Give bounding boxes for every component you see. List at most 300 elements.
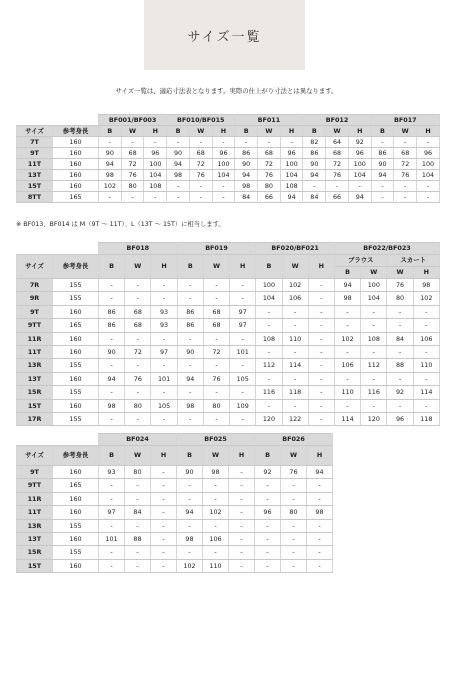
table-cell: 108 xyxy=(361,332,387,345)
table-cell: 76 xyxy=(326,170,349,181)
table-cell: - xyxy=(203,479,229,492)
table-row xyxy=(17,372,440,385)
table-cell: 76 xyxy=(189,170,212,181)
table-row xyxy=(17,546,333,559)
table-cell: 94 xyxy=(177,506,203,519)
table-cell: 93 xyxy=(151,319,177,332)
measure-header: W xyxy=(203,446,229,466)
table-cell: - xyxy=(151,292,177,305)
size-table-2 xyxy=(16,242,440,426)
table-cell: 72 xyxy=(394,159,417,170)
table-cell: - xyxy=(308,305,334,318)
table-cell: 94 xyxy=(334,279,360,292)
table-cell: 165 xyxy=(53,192,99,203)
table-cell: - xyxy=(203,279,229,292)
table-cell: 98 xyxy=(203,466,229,479)
table-cell: - xyxy=(361,319,387,332)
measure-header: B xyxy=(99,126,122,137)
table-cell: - xyxy=(307,479,333,492)
table-cell: - xyxy=(144,192,167,203)
table-cell: 96 xyxy=(417,148,440,159)
table-cell: - xyxy=(151,332,177,345)
measure-header: B xyxy=(256,255,282,279)
table-cell: - xyxy=(151,386,177,399)
table-cell: 76 xyxy=(394,170,417,181)
table-cell: 68 xyxy=(326,148,349,159)
size-cell: 15R xyxy=(17,546,53,559)
table-cell: 76 xyxy=(281,466,307,479)
table-cell: 98 xyxy=(99,399,125,412)
table-cell: - xyxy=(229,466,255,479)
table-cell: 160 xyxy=(53,181,99,192)
table-cell: 68 xyxy=(258,148,281,159)
measure-header: B xyxy=(177,446,203,466)
measure-header: H xyxy=(348,126,371,137)
table-cell: - xyxy=(334,345,360,358)
table-cell: - xyxy=(281,532,307,545)
table-cell: 100 xyxy=(212,159,235,170)
table-cell: - xyxy=(282,399,308,412)
table-cell: 68 xyxy=(203,319,229,332)
table-cell: 98 xyxy=(235,181,258,192)
table-cell: - xyxy=(203,519,229,532)
table-cell: 104 xyxy=(144,170,167,181)
table-cell: 110 xyxy=(203,559,229,572)
table-cell: - xyxy=(125,386,151,399)
table-cell: - xyxy=(177,386,203,399)
table-cell: 100 xyxy=(144,159,167,170)
table-cell: - xyxy=(255,492,281,505)
table-cell: 94 xyxy=(348,192,371,203)
size-cell: 13T xyxy=(17,532,53,545)
table-cell: 84 xyxy=(235,192,258,203)
table-cell: 106 xyxy=(334,359,360,372)
measure-header: B xyxy=(334,267,360,279)
table-cell: - xyxy=(229,546,255,559)
table-cell: 90 xyxy=(99,345,125,358)
table-header-row xyxy=(17,115,440,126)
table-cell: - xyxy=(281,519,307,532)
table-cell: 68 xyxy=(125,319,151,332)
table-cell: - xyxy=(394,181,417,192)
table-cell: 160 xyxy=(53,399,99,412)
table-cell: - xyxy=(203,332,229,345)
size-cell: 17R xyxy=(17,412,53,425)
table-cell: - xyxy=(326,181,349,192)
table-cell: 108 xyxy=(256,332,282,345)
table-cell: - xyxy=(125,292,151,305)
table-cell: 112 xyxy=(256,359,282,372)
table-cell: - xyxy=(308,292,334,305)
table-cell: 160 xyxy=(53,305,99,318)
table-cell: 104 xyxy=(212,170,235,181)
table-cell: - xyxy=(229,559,255,572)
table-cell: - xyxy=(99,492,125,505)
table-cell: - xyxy=(361,372,387,385)
group-header: BF024 xyxy=(99,434,177,446)
table-cell: 114 xyxy=(413,386,439,399)
table-cell: - xyxy=(125,279,151,292)
table-cell: 108 xyxy=(280,181,303,192)
table-cell: 100 xyxy=(348,159,371,170)
group-header: BF022/BF023 xyxy=(334,243,439,255)
table-cell: - xyxy=(280,137,303,148)
table-cell: 100 xyxy=(361,279,387,292)
table-cell: 106 xyxy=(413,332,439,345)
table-cell: - xyxy=(281,492,307,505)
table-cell: - xyxy=(387,399,413,412)
table-cell: 114 xyxy=(282,359,308,372)
table-cell: - xyxy=(230,412,256,425)
table-cell: - xyxy=(203,292,229,305)
table-cell: 118 xyxy=(413,412,439,425)
table-cell: - xyxy=(99,359,125,372)
table-cell: - xyxy=(229,479,255,492)
table-cell: 80 xyxy=(387,292,413,305)
table-cell: 155 xyxy=(53,386,99,399)
table-cell: 110 xyxy=(282,332,308,345)
table-cell: - xyxy=(230,279,256,292)
table-cell: - xyxy=(99,546,125,559)
table-cell: 160 xyxy=(53,372,99,385)
table-cell: - xyxy=(413,305,439,318)
page-title: サイズ一覧 xyxy=(144,0,305,70)
table-cell: - xyxy=(151,479,177,492)
size-table-1 xyxy=(16,114,440,203)
measure-header: W xyxy=(125,255,151,279)
table-cell: 94 xyxy=(235,170,258,181)
table-cell: - xyxy=(308,332,334,345)
table-cell: - xyxy=(121,192,144,203)
table-cell: - xyxy=(151,359,177,372)
table-cell: - xyxy=(99,519,125,532)
size-cell: 7R xyxy=(17,279,53,292)
measure-header: W xyxy=(203,255,229,279)
table-cell: 160 xyxy=(53,170,99,181)
table-cell: 68 xyxy=(394,148,417,159)
table-cell: - xyxy=(203,412,229,425)
group-header: BF019 xyxy=(177,243,256,255)
table-cell: - xyxy=(125,332,151,345)
table-cell: - xyxy=(334,399,360,412)
height-header: 参考身長 xyxy=(53,255,99,279)
table-cell: 94 xyxy=(371,170,394,181)
table-cell: - xyxy=(307,492,333,505)
table-cell: 80 xyxy=(281,506,307,519)
table-cell: 80 xyxy=(258,181,281,192)
table-cell: 110 xyxy=(413,359,439,372)
table-cell: 66 xyxy=(258,192,281,203)
measure-header: H xyxy=(212,126,235,137)
table-header-row xyxy=(17,126,440,137)
table-cell: - xyxy=(203,546,229,559)
table-row xyxy=(17,279,440,292)
table-row xyxy=(17,479,333,492)
table-cell: 112 xyxy=(361,359,387,372)
table-cell: - xyxy=(125,559,151,572)
table-cell: 122 xyxy=(282,412,308,425)
size-cell: 13T xyxy=(17,372,53,385)
table-cell: 92 xyxy=(387,386,413,399)
table-cell: 72 xyxy=(258,159,281,170)
blank-cell xyxy=(17,115,99,126)
table-cell: 92 xyxy=(348,137,371,148)
size-cell: 9R xyxy=(17,292,53,305)
table-cell: 72 xyxy=(125,345,151,358)
table-cell: 98 xyxy=(307,506,333,519)
table-cell: 72 xyxy=(121,159,144,170)
size-cell: 8TT xyxy=(17,192,53,203)
table-cell: 165 xyxy=(53,319,99,332)
table-cell: - xyxy=(255,532,281,545)
table-cell: 104 xyxy=(361,292,387,305)
table-cell: - xyxy=(256,305,282,318)
table-cell: - xyxy=(308,399,334,412)
measure-header: W xyxy=(281,446,307,466)
table-cell: - xyxy=(282,305,308,318)
size-cell: 13R xyxy=(17,519,53,532)
table-row xyxy=(17,359,440,372)
table-cell: - xyxy=(99,137,122,148)
height-header: 参考身長 xyxy=(53,126,99,137)
table-row xyxy=(17,532,333,545)
table-cell: 68 xyxy=(125,305,151,318)
size-cell: 9T xyxy=(17,466,53,479)
measure-header: B xyxy=(177,255,203,279)
table-cell: - xyxy=(387,319,413,332)
table-cell: 94 xyxy=(99,372,125,385)
table-cell: 66 xyxy=(326,192,349,203)
measure-header: H xyxy=(151,446,177,466)
table-cell: - xyxy=(99,386,125,399)
group-header: BF020/BF021 xyxy=(256,243,335,255)
measure-header: H xyxy=(413,267,439,279)
table-cell: - xyxy=(256,372,282,385)
table-cell: 116 xyxy=(361,386,387,399)
table-cell: - xyxy=(308,279,334,292)
table-cell: - xyxy=(413,319,439,332)
table-cell: - xyxy=(177,492,203,505)
table-cell: 98 xyxy=(177,399,203,412)
table-row xyxy=(17,466,333,479)
table-cell: - xyxy=(125,479,151,492)
table-cell: 96 xyxy=(387,412,413,425)
measure-header: W xyxy=(394,126,417,137)
table-cell: - xyxy=(230,386,256,399)
measure-header: W xyxy=(258,126,281,137)
table-cell: - xyxy=(177,292,203,305)
table-cell: 90 xyxy=(235,159,258,170)
table-cell: 97 xyxy=(230,319,256,332)
table-cell: - xyxy=(308,359,334,372)
group-header: BF010/BF015 xyxy=(167,115,235,126)
table-cell: - xyxy=(151,506,177,519)
table-cell: 96 xyxy=(144,148,167,159)
table-cell: 84 xyxy=(387,332,413,345)
table-cell: 108 xyxy=(144,181,167,192)
table-cell: - xyxy=(167,192,190,203)
size-table-3 xyxy=(16,433,333,573)
subgroup-header: スカート xyxy=(387,255,440,267)
table-cell: 102 xyxy=(177,559,203,572)
table-cell: 97 xyxy=(230,305,256,318)
table-row xyxy=(17,159,440,170)
table-cell: - xyxy=(177,359,203,372)
table-cell: 160 xyxy=(53,159,99,170)
table-cell: - xyxy=(308,319,334,332)
table-cell: - xyxy=(203,386,229,399)
table-cell: - xyxy=(99,559,125,572)
size-cell: 15R xyxy=(17,386,53,399)
size-cell: 11T xyxy=(17,345,53,358)
measure-header: B xyxy=(167,126,190,137)
size-cell: 11T xyxy=(17,159,53,170)
table-cell: 104 xyxy=(348,170,371,181)
table-cell: - xyxy=(151,466,177,479)
table-cell: 100 xyxy=(280,159,303,170)
table-cell: 120 xyxy=(256,412,282,425)
table-cell: - xyxy=(151,492,177,505)
measure-header: W xyxy=(361,267,387,279)
measure-header: H xyxy=(307,446,333,466)
table-cell: 118 xyxy=(282,386,308,399)
size-cell: 9TT xyxy=(17,479,53,492)
table-row xyxy=(17,559,333,572)
table-row xyxy=(17,412,440,425)
table-cell: - xyxy=(212,137,235,148)
table-row xyxy=(17,305,440,318)
table-cell: - xyxy=(334,319,360,332)
table-cell: - xyxy=(256,319,282,332)
table-cell: - xyxy=(281,479,307,492)
table-cell: - xyxy=(99,479,125,492)
table-cell: 102 xyxy=(203,506,229,519)
measure-header: H xyxy=(151,255,177,279)
table-cell: - xyxy=(308,372,334,385)
table-cell: 94 xyxy=(280,192,303,203)
table-cell: 160 xyxy=(53,137,99,148)
table-cell: 98 xyxy=(177,532,203,545)
measure-header: W xyxy=(189,126,212,137)
table-cell: 96 xyxy=(348,148,371,159)
table-row xyxy=(17,170,440,181)
table-cell: - xyxy=(125,492,151,505)
table-cell: 86 xyxy=(177,305,203,318)
table-cell: - xyxy=(361,305,387,318)
table-cell: - xyxy=(281,559,307,572)
table-cell: - xyxy=(151,532,177,545)
group-header: BF001/BF003 xyxy=(99,115,167,126)
table-cell: 82 xyxy=(303,137,326,148)
table-row xyxy=(17,492,333,505)
table-cell: - xyxy=(394,192,417,203)
size-cell: 9TT xyxy=(17,319,53,332)
table-cell: - xyxy=(413,372,439,385)
table-cell: - xyxy=(125,546,151,559)
table-cell: 155 xyxy=(53,412,99,425)
table-cell: 94 xyxy=(167,159,190,170)
table-row xyxy=(17,148,440,159)
table-cell: 96 xyxy=(255,506,281,519)
table-row xyxy=(17,192,440,203)
measure-header: W xyxy=(326,126,349,137)
table-cell: 102 xyxy=(282,279,308,292)
table-cell: - xyxy=(189,192,212,203)
table-cell: - xyxy=(281,546,307,559)
table-cell: - xyxy=(308,412,334,425)
measure-header: W xyxy=(121,126,144,137)
size-cell: 9T xyxy=(17,305,53,318)
size-cell: 15T xyxy=(17,181,53,192)
group-header: BF026 xyxy=(255,434,333,446)
table-row xyxy=(17,506,333,519)
size-cell: 11R xyxy=(17,332,53,345)
table-cell: - xyxy=(282,345,308,358)
table-row xyxy=(17,332,440,345)
table-cell: 86 xyxy=(235,148,258,159)
table-row xyxy=(17,292,440,305)
table-cell: - xyxy=(203,492,229,505)
table-cell: 101 xyxy=(151,372,177,385)
table-cell: 86 xyxy=(303,148,326,159)
measure-header: W xyxy=(125,446,151,466)
table-cell: - xyxy=(151,559,177,572)
table-cell: - xyxy=(334,305,360,318)
measure-header: B xyxy=(99,446,125,466)
table-cell: - xyxy=(144,137,167,148)
measure-header: B xyxy=(255,446,281,466)
table-cell: - xyxy=(229,506,255,519)
table-cell: 86 xyxy=(371,148,394,159)
table-cell: - xyxy=(99,412,125,425)
table-cell: 98 xyxy=(413,279,439,292)
table-cell: 64 xyxy=(326,137,349,148)
table-cell: 72 xyxy=(326,159,349,170)
table-cell: - xyxy=(230,292,256,305)
measure-header: B xyxy=(99,255,125,279)
size-note: ※ BF013、BF014 は M（9T ～ 11T）、L（13T ～ 15T）に相当します。 xyxy=(16,221,225,228)
table-cell: 104 xyxy=(417,170,440,181)
table-cell: - xyxy=(151,546,177,559)
table-cell: - xyxy=(255,479,281,492)
table-cell: 76 xyxy=(387,279,413,292)
table-cell: 109 xyxy=(230,399,256,412)
table-cell: 80 xyxy=(125,399,151,412)
table-cell: 90 xyxy=(303,159,326,170)
table-cell: - xyxy=(167,181,190,192)
table-cell: - xyxy=(394,137,417,148)
group-header: BF011 xyxy=(235,115,303,126)
table-row xyxy=(17,519,333,532)
table-cell: - xyxy=(177,412,203,425)
table-cell: - xyxy=(99,332,125,345)
table-cell: 90 xyxy=(177,466,203,479)
table-cell: - xyxy=(307,519,333,532)
group-header: BF025 xyxy=(177,434,255,446)
size-cell: 11T xyxy=(17,506,53,519)
size-cell: 13T xyxy=(17,170,53,181)
table-cell: - xyxy=(229,519,255,532)
table-cell: - xyxy=(413,345,439,358)
table-cell: 102 xyxy=(334,332,360,345)
table-cell: 116 xyxy=(256,386,282,399)
table-cell: - xyxy=(258,137,281,148)
table-cell: 105 xyxy=(151,399,177,412)
size-cell: 15T xyxy=(17,559,53,572)
table-cell: - xyxy=(307,559,333,572)
table-cell: 160 xyxy=(53,532,99,545)
table-cell: 114 xyxy=(334,412,360,425)
